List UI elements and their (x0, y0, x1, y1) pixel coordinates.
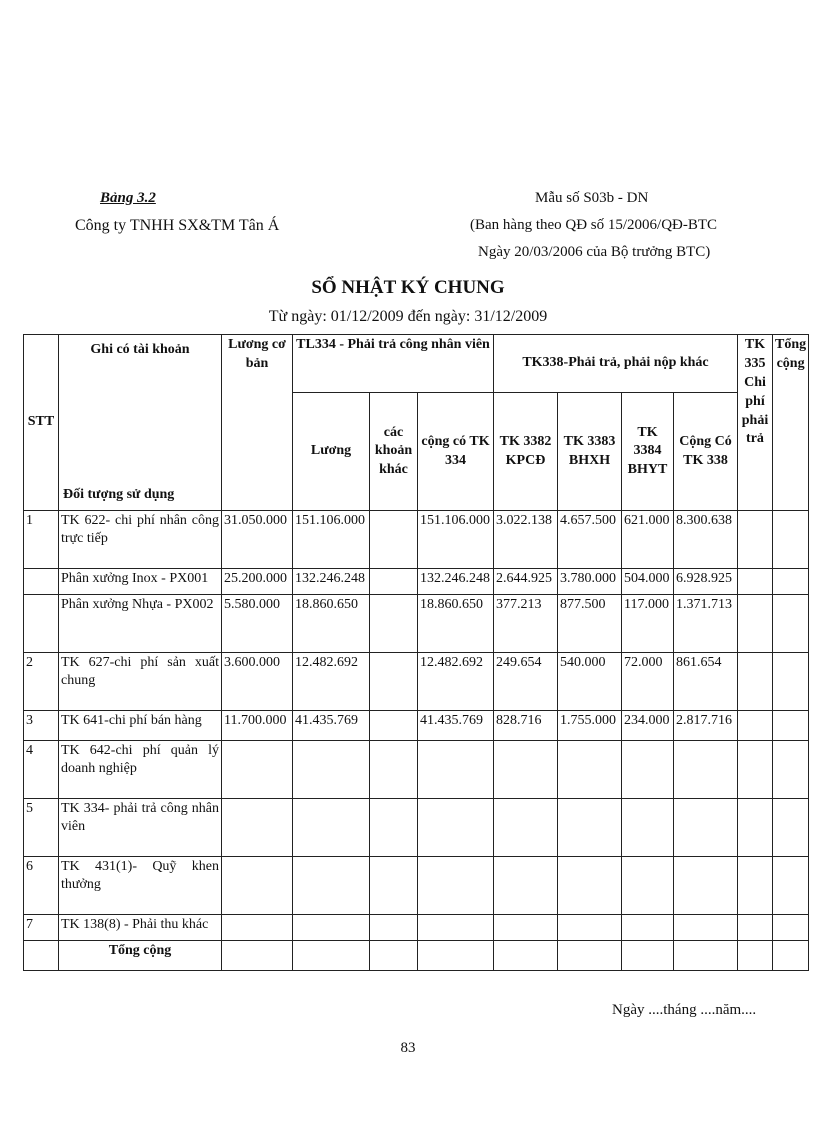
cell-base (222, 741, 293, 799)
table-row (24, 857, 809, 915)
cell-k3383: 3.780.000 (558, 569, 622, 595)
total-stt (24, 941, 59, 971)
cell-k3383 (558, 915, 622, 941)
cell-k335 (738, 511, 773, 569)
header-credit-account: Ghi có tài khoản (90, 342, 190, 357)
row-description: TK 627-chi phí sản xuất chung (59, 653, 222, 711)
header-base-salary: Lương cơ bản (222, 335, 293, 511)
cell-c338: 2.817.716 (674, 711, 738, 741)
header-tk334-group: TL334 - Phải trả công nhân viên (293, 335, 494, 393)
total-cell (222, 941, 293, 971)
cell-base: 11.700.000 (222, 711, 293, 741)
cell-c334: 132.246.248 (418, 569, 494, 595)
table-row (24, 653, 809, 711)
cell-c338 (674, 799, 738, 857)
cell-salary: 12.482.692 (293, 653, 370, 711)
row-stt: 2 (24, 653, 59, 711)
cell-k3382: 2.644.925 (494, 569, 558, 595)
cell-total (773, 857, 809, 915)
row-stt (24, 569, 59, 595)
cell-k3384 (622, 857, 674, 915)
cell-k3384: 621.000 (622, 511, 674, 569)
journal-table (23, 334, 809, 971)
cell-c334 (418, 741, 494, 799)
row-stt: 7 (24, 915, 59, 941)
header-account-object (59, 335, 222, 511)
period: Từ ngày: 01/12/2009 đến ngày: 31/12/2009 (268, 308, 548, 325)
cell-other (370, 741, 418, 799)
cell-total (773, 511, 809, 569)
cell-k3384: 504.000 (622, 569, 674, 595)
row-stt: 5 (24, 799, 59, 857)
cell-k3384 (622, 741, 674, 799)
row-description: TK 622- chi phí nhân công trực tiếp (59, 511, 222, 569)
cell-c338 (674, 915, 738, 941)
cell-k3383: 877.500 (558, 595, 622, 653)
cell-c334 (418, 857, 494, 915)
cell-total (773, 741, 809, 799)
cell-base (222, 915, 293, 941)
cell-total (773, 711, 809, 741)
row-description: TK 138(8) - Phải thu khác (59, 915, 222, 941)
cell-c334: 18.860.650 (418, 595, 494, 653)
cell-k3383 (558, 741, 622, 799)
cell-salary (293, 857, 370, 915)
cell-c338 (674, 857, 738, 915)
total-row (24, 941, 809, 971)
issued-by: (Ban hàng theo QĐ số 15/2006/QĐ-BTC (470, 217, 718, 233)
header-stt: STT (24, 335, 59, 511)
cell-k3382 (494, 915, 558, 941)
cell-c334 (418, 799, 494, 857)
header-tk3384: TK 3384 BHYT (622, 393, 674, 511)
cell-k3383: 540.000 (558, 653, 622, 711)
cell-total (773, 569, 809, 595)
cell-salary: 151.106.000 (293, 511, 370, 569)
cell-base: 31.050.000 (222, 511, 293, 569)
cell-salary (293, 915, 370, 941)
cell-base: 3.600.000 (222, 653, 293, 711)
cell-k335 (738, 741, 773, 799)
header-tk3383: TK 3383 BHXH (558, 393, 622, 511)
row-description: TK 642-chi phí quản lý doanh nghiệp (59, 741, 222, 799)
cell-other (370, 711, 418, 741)
header-tk338-group: TK338-Phải trả, phải nộp khác (494, 335, 738, 393)
cell-k3384 (622, 915, 674, 941)
total-cell (494, 941, 558, 971)
cell-k335 (738, 711, 773, 741)
header-total-338: Cộng Có TK 338 (674, 393, 738, 511)
cell-k335 (738, 569, 773, 595)
cell-c338: 1.371.713 (674, 595, 738, 653)
cell-c338: 861.654 (674, 653, 738, 711)
company-name: Công ty TNHH SX&TM Tân Á (75, 217, 280, 234)
cell-c334: 12.482.692 (418, 653, 494, 711)
table-row (24, 595, 809, 653)
cell-total (773, 595, 809, 653)
header-tk3382: TK 3382 KPCĐ (494, 393, 558, 511)
form-code: Mẫu số S03b - DN (535, 190, 649, 206)
cell-k335 (738, 595, 773, 653)
cell-k335 (738, 653, 773, 711)
header-tk335: TK 335 Chi phí phải trả (738, 335, 773, 511)
cell-k3383: 1.755.000 (558, 711, 622, 741)
cell-k3382: 377.213 (494, 595, 558, 653)
journal-body (24, 511, 809, 971)
header-object: Đối tượng sử dụng (63, 486, 175, 502)
cell-base: 5.580.000 (222, 595, 293, 653)
total-cell (738, 941, 773, 971)
cell-k3383 (558, 857, 622, 915)
cell-c338: 6.928.925 (674, 569, 738, 595)
total-cell (773, 941, 809, 971)
cell-c334: 151.106.000 (418, 511, 494, 569)
page-title: SỔ NHẬT KÝ CHUNG (311, 277, 505, 298)
header-other-items: các khoản khác (370, 393, 418, 511)
total-cell (293, 941, 370, 971)
cell-c338 (674, 741, 738, 799)
row-stt: 1 (24, 511, 59, 569)
row-description: TK 641-chi phí bán hàng (59, 711, 222, 741)
cell-c334 (418, 915, 494, 941)
row-stt: 3 (24, 711, 59, 741)
total-cell (622, 941, 674, 971)
row-stt: 6 (24, 857, 59, 915)
cell-other (370, 569, 418, 595)
issued-date: Ngày 20/03/2006 của Bộ trưởng BTC) (478, 244, 711, 260)
cell-base: 25.200.000 (222, 569, 293, 595)
total-cell (558, 941, 622, 971)
cell-other (370, 653, 418, 711)
cell-salary: 132.246.248 (293, 569, 370, 595)
table-row (24, 711, 809, 741)
cell-k335 (738, 857, 773, 915)
cell-other (370, 915, 418, 941)
row-description: TK 334- phải trả công nhân viên (59, 799, 222, 857)
cell-salary: 41.435.769 (293, 711, 370, 741)
cell-k3382 (494, 799, 558, 857)
cell-k335 (738, 915, 773, 941)
cell-k335 (738, 799, 773, 857)
cell-k3384: 117.000 (622, 595, 674, 653)
table-row (24, 799, 809, 857)
cell-k3383: 4.657.500 (558, 511, 622, 569)
row-stt (24, 595, 59, 653)
cell-c338: 8.300.638 (674, 511, 738, 569)
total-cell (370, 941, 418, 971)
cell-other (370, 595, 418, 653)
cell-base (222, 799, 293, 857)
cell-other (370, 799, 418, 857)
sign-date: Ngày ....tháng ....năm.... (612, 1002, 757, 1018)
header-grand-total: Tổng cộng (773, 335, 809, 511)
cell-other (370, 511, 418, 569)
total-cell (418, 941, 494, 971)
row-description: Phân xưởng Inox - PX001 (59, 569, 222, 595)
table-row (24, 511, 809, 569)
row-stt: 4 (24, 741, 59, 799)
total-cell (674, 941, 738, 971)
total-label: Tổng cộng (59, 941, 222, 971)
row-description: Phân xưởng Nhựa - PX002 (59, 595, 222, 653)
table-row (24, 569, 809, 595)
table-row (24, 741, 809, 799)
cell-total (773, 653, 809, 711)
cell-salary (293, 799, 370, 857)
cell-k3384: 72.000 (622, 653, 674, 711)
cell-k3382: 828.716 (494, 711, 558, 741)
cell-base (222, 857, 293, 915)
cell-c334: 41.435.769 (418, 711, 494, 741)
cell-k3382: 249.654 (494, 653, 558, 711)
cell-total (773, 915, 809, 941)
cell-k3382: 3.022.138 (494, 511, 558, 569)
table-label: Bảng 3.2 (100, 190, 156, 206)
cell-other (370, 857, 418, 915)
cell-salary (293, 741, 370, 799)
cell-k3383 (558, 799, 622, 857)
cell-salary: 18.860.650 (293, 595, 370, 653)
page-number: 83 (400, 1040, 416, 1056)
cell-k3384: 234.000 (622, 711, 674, 741)
cell-k3384 (622, 799, 674, 857)
header-salary: Lương (293, 393, 370, 511)
header-total-334: cộng có TK 334 (418, 393, 494, 511)
cell-k3382 (494, 741, 558, 799)
table-row (24, 915, 809, 941)
row-description: TK 431(1)- Quỹ khen thưởng (59, 857, 222, 915)
cell-total (773, 799, 809, 857)
cell-k3382 (494, 857, 558, 915)
